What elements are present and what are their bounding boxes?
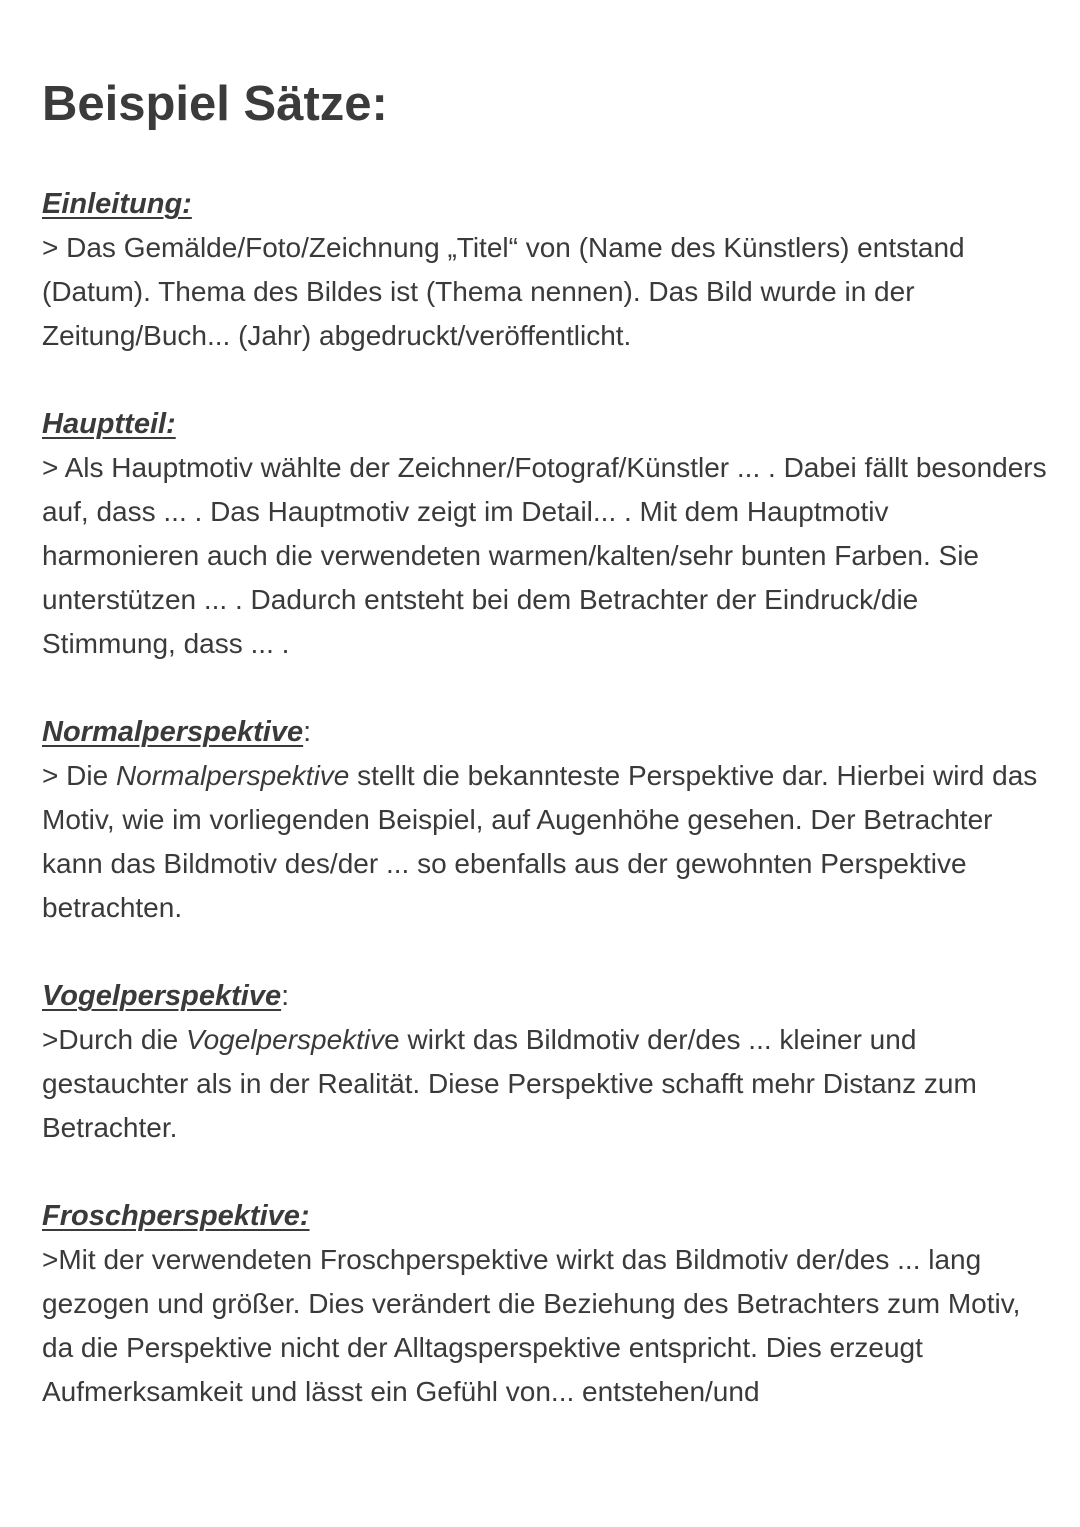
section-einleitung xyxy=(42,182,1052,358)
heading-label: Hauptteil: xyxy=(42,408,176,440)
heading-label: Froschperspektive: xyxy=(42,1200,310,1232)
section-text xyxy=(42,754,1052,930)
text-italic: Vogelperspektiv xyxy=(185,1024,385,1055)
section-vogelperspektive xyxy=(42,974,1052,1150)
section-heading xyxy=(42,1194,1052,1238)
heading-label: Einleitung: xyxy=(42,188,192,220)
section-heading xyxy=(42,402,1052,446)
section-normalperspektive xyxy=(42,710,1052,930)
text-prefix: > Die xyxy=(42,760,116,791)
heading-label: Normalperspektive xyxy=(42,716,304,748)
section-text: >Mit der verwendeten Froschperspektive wirkt das Bildmotiv der/des ... lang gezogen und größer. Dies verändert die Beziehung des Betrachters zum Motiv, da die Perspektive nicht der Alltagsperspektive entspricht. Dies erzeugt Aufmerksamkeit und lässt ein Gefühl von... entstehen/und xyxy=(42,1244,1021,1407)
heading-colon: : xyxy=(303,716,312,748)
section-hauptteil xyxy=(42,402,1052,666)
section-froschperspektive xyxy=(42,1194,1052,1414)
section-heading xyxy=(42,974,1052,1018)
heading-colon: : xyxy=(281,980,290,1012)
section-heading xyxy=(42,710,1052,754)
section-heading xyxy=(42,182,1052,226)
page-title: Beispiel Sätze: xyxy=(42,77,388,131)
section-text: > Als Hauptmotiv wählte der Zeichner/Fotograf/Künstler ... . Dabei fällt besonders auf, dass ... . Das Hauptmotiv zeigt im Detail... . Mit dem Hauptmotiv harmonieren auch die verwendeten warmen/kalten/sehr bunten Farben. Sie unterstützen ... . Dadurch entsteht bei dem Betrachter der Eindruck/die Stimmung, dass ... . xyxy=(42,452,1047,659)
text-rest: e wirkt das Bildmotiv der/des ... kleiner und gestauchter als in der Realität. Diese Perspektive schafft mehr Distanz zum Betrachter. xyxy=(42,1024,977,1143)
section-text: > Das Gemälde/Foto/Zeichnung „Titel“ von (Name des Künstlers) entstand (Datum). Thema des Bildes ist (Thema nennen). Das Bild wurde in der Zeitung/Buch... (Jahr) abgedruckt/veröffentlicht. xyxy=(42,232,965,351)
heading-label: Vogelperspektive xyxy=(42,980,282,1012)
section-text xyxy=(42,1018,1052,1150)
text-rest: stellt die bekannteste Perspektive dar. Hierbei wird das Motiv, wie im vorliegenden Beispiel, auf Augenhöhe gesehen. Der Betrachter kann das Bildmotiv des/der ... so ebenfalls aus der gewohnten Perspektive betrachten. xyxy=(42,760,1038,923)
text-italic: Normalperspektive xyxy=(115,760,350,791)
text-prefix: >Durch die xyxy=(42,1024,186,1055)
